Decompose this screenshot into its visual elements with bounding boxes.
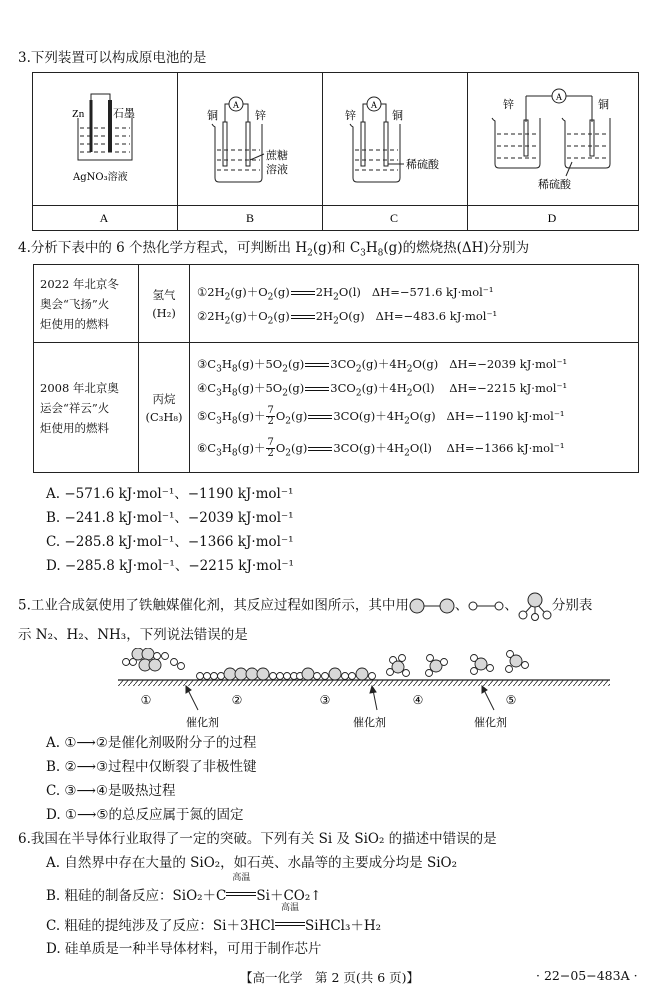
fuel-formula: (H₂): [152, 305, 176, 320]
stage-1-molecules: [123, 648, 185, 671]
fuel-name: 氢气: [152, 287, 176, 302]
q5-stem-a: 5.工业合成氨使用了铁触媒催化剂，其反应过程如图所示，其中用: [18, 597, 409, 614]
apparatus-c-label: C: [389, 211, 399, 225]
q4-option-c[interactable]: C. −285.8 kJ·mol⁻¹、−1366 kJ·mol⁻¹: [46, 534, 294, 550]
q4-stem-post: (g)的燃烧热(ΔH)分别为: [383, 240, 530, 256]
q4-option-b[interactable]: B. −241.8 kJ·mol⁻¹、−2039 kJ·mol⁻¹: [46, 510, 294, 526]
apparatus-a-solution: AgNO₃溶液: [73, 172, 128, 183]
q3-stem: 3.下列装置可以构成原电池的是: [18, 50, 207, 66]
equations-cell-hydrogen: [190, 265, 639, 343]
q5-option-b[interactable]: B. ②⟶③过程中仅断裂了非极性键: [46, 759, 257, 775]
q5-option-a[interactable]: A. ①⟶②是催化剂吸附分子的过程: [46, 735, 257, 751]
apparatus-b-left-electrode: 铜: [207, 109, 218, 122]
event-line: 2022 年北京冬: [40, 276, 119, 291]
apparatus-b-solution-line2: 溶液: [266, 163, 288, 176]
apparatus-c-solution: 稀硫酸: [406, 158, 439, 171]
table-row-hydrogen: [34, 265, 639, 343]
thermochemical-table: [33, 264, 639, 473]
event-line: 炬使用的燃料: [40, 420, 109, 435]
q4-stem-pre: 4.分析下表中的 6 个热化学方程式，可判断出 H: [18, 240, 308, 256]
catalyst-label-3: 催化剂: [474, 716, 507, 729]
catalyst-label-2: 催化剂: [353, 716, 386, 729]
q4-stem-mid1: (g)和 C: [312, 240, 361, 256]
step-label-4: ④: [412, 693, 424, 707]
q6-option-c-pre: C. 粗硅的提纯涉及了反应：Si＋3HCl: [46, 918, 276, 934]
fuel-cell-propane: [139, 343, 190, 473]
h2-molecule-icon: [468, 598, 504, 614]
step-label-3: ③: [319, 693, 331, 707]
equation-2-dh: ΔH=−483.6 kJ·mol⁻¹: [375, 308, 498, 323]
apparatus-a-label: A: [99, 211, 109, 225]
high-temperature-condition: [275, 903, 305, 930]
fuel-cell-hydrogen: [139, 265, 190, 343]
apparatus-d-right-electrode: 铜: [598, 98, 609, 111]
q4-option-d[interactable]: D. −285.8 kJ·mol⁻¹、−2215 kJ·mol⁻¹: [46, 558, 294, 574]
q5-stem-line2: 示 N₂、H₂、NH₃，下列说法错误的是: [18, 627, 248, 643]
q6-option-d[interactable]: D. 硅单质是一种半导体材料，可用于制作芯片: [46, 941, 322, 957]
equation-1: $①2H_2(g)+O_2(g)$ $2H_2O(l)$ ΔH=−571.6 kJ·mol⁻¹: [191, 280, 637, 304]
event-line: 运会“祥云”火: [40, 400, 110, 415]
q3-apparatus-table: [0, 0, 652, 240]
equation-5: $⑤C_3H_8(g)+$ $\frac{7}{2}$ $O_2(g)$ $3CO(g)+4H_2O(g)$ ΔH=−1190 kJ·mol⁻¹: [191, 400, 637, 432]
apparatus-b-meter: A: [232, 100, 240, 110]
equation-3-dh: ΔH=−2039 kJ·mol⁻¹: [449, 356, 568, 371]
apparatus-a-diagram: [78, 94, 132, 160]
equation-1-dh: ΔH=−571.6 kJ·mol⁻¹: [371, 284, 494, 299]
apparatus-d-label: D: [547, 211, 557, 225]
apparatus-d-left-electrode: 锌: [503, 98, 514, 111]
apparatus-a-left-electrode: Zn: [72, 108, 85, 120]
stage-4-ammonia: [387, 655, 448, 677]
apparatus-d-meter: A: [555, 92, 563, 102]
q5-sep-2: 、: [504, 597, 518, 614]
event-line: 炬使用的燃料: [40, 316, 109, 331]
apparatus-b-right-electrode: 锌: [255, 109, 266, 122]
nh3-molecule-icon: [518, 591, 552, 621]
step-label-1: ①: [140, 693, 152, 707]
q6-stem: 6.我国在半导体行业取得了一定的突破。下列有关 Si 及 SiO₂ 的描述中错误的是: [18, 831, 497, 847]
apparatus-a-right-electrode: 石墨: [113, 107, 135, 120]
equation-6: $⑥C_3H_8(g)+$ $\frac{7}{2}$ $O_2(g)$ $3CO(g)+4H_2O(l)$ ΔH=−1366 kJ·mol⁻¹: [191, 432, 637, 464]
equations-cell-propane: [190, 343, 639, 473]
apparatus-c-right-electrode: 铜: [392, 109, 403, 122]
equation-5-dh: ΔH=−1190 kJ·mol⁻¹: [446, 408, 565, 423]
event-cell-2008: [34, 343, 139, 473]
step-label-5: ⑤: [505, 693, 517, 707]
fuel-formula: (C₃H₈): [145, 409, 183, 424]
event-cell-2022: [34, 265, 139, 343]
apparatus-c-meter: A: [370, 100, 378, 110]
event-line: 奥会“飞扬”火: [40, 296, 110, 311]
q5-option-d[interactable]: D. ①⟶⑤的总反应属于氮的固定: [46, 807, 244, 823]
apparatus-c-left-electrode: 锌: [345, 109, 356, 122]
q6-option-b-pre: B. 粗硅的制备反应：SiO₂＋C: [46, 888, 227, 904]
equation-2: $②2H_2(g)+O_2(g)$ $2H_2O(g)$ ΔH=−483.6 kJ·mol⁻¹: [191, 304, 637, 328]
condition-label: 高温: [281, 903, 300, 913]
condition-label: 高温: [232, 873, 251, 883]
apparatus-b-label: B: [245, 211, 255, 225]
stage-3-atoms: [297, 668, 376, 680]
q6-option-b-post: Si＋CO₂↑: [256, 888, 322, 904]
fuel-name: 丙烷: [152, 391, 176, 406]
equation-3: $③C_3H_8(g)+5O_2(g)$ $3CO_2(g)+4H_2O(g)$ ΔH=−2039 kJ·mol⁻¹: [191, 352, 637, 376]
q4-stem: 4.分析下表中的 6 个热化学方程式，可判断出 $H_2(g)$和 $C_3H_8(g)$的燃烧热(ΔH)分别为: [18, 240, 530, 259]
q6-option-c-post: SiHCl₃＋H₂: [305, 918, 382, 934]
apparatus-d-solution: 稀硫酸: [538, 178, 571, 191]
ammonia-synthesis-diagram: [0, 648, 652, 734]
apparatus-b-solution-line1: 蔗糖: [266, 149, 288, 162]
q4-option-a[interactable]: A. −571.6 kJ·mol⁻¹、−1190 kJ·mol⁻¹: [46, 486, 294, 502]
exam-code: · 22−05−483A ·: [536, 968, 638, 983]
q6-option-a[interactable]: A. 自然界中存在大量的 SiO₂，如石英、水晶等的主要成分均是 SiO₂: [46, 855, 458, 871]
q4-stem-mid2: H: [365, 240, 378, 256]
q5-stem-line1: [18, 591, 592, 621]
catalyst-label-1: 催化剂: [186, 716, 219, 729]
stage-2-molecules: [197, 668, 298, 680]
stage-5-ammonia: [471, 651, 529, 675]
event-line: 2008 年北京奥: [40, 380, 119, 395]
q6-option-c[interactable]: [46, 903, 382, 936]
q5-sep-1: 、: [454, 597, 469, 614]
step-label-2: ②: [231, 693, 243, 707]
high-temperature-condition: [226, 873, 256, 900]
equation-4-dh: ΔH=−2215 kJ·mol⁻¹: [449, 380, 568, 395]
table-row-propane: [34, 343, 639, 473]
n2-molecule-icon: [409, 598, 455, 614]
q5-option-c[interactable]: C. ③⟶④是吸热过程: [46, 783, 176, 799]
equation-4: $④C_3H_8(g)+5O_2(g)$ $3CO_2(g)+4H_2O(l)$ ΔH=−2215 kJ·mol⁻¹: [191, 376, 637, 400]
equation-6-dh: ΔH=−1366 kJ·mol⁻¹: [446, 440, 565, 455]
q5-stem-b: 分别表: [551, 597, 593, 614]
page-footer: 【高一化学 第 2 页(共 6 页)】: [240, 970, 420, 985]
